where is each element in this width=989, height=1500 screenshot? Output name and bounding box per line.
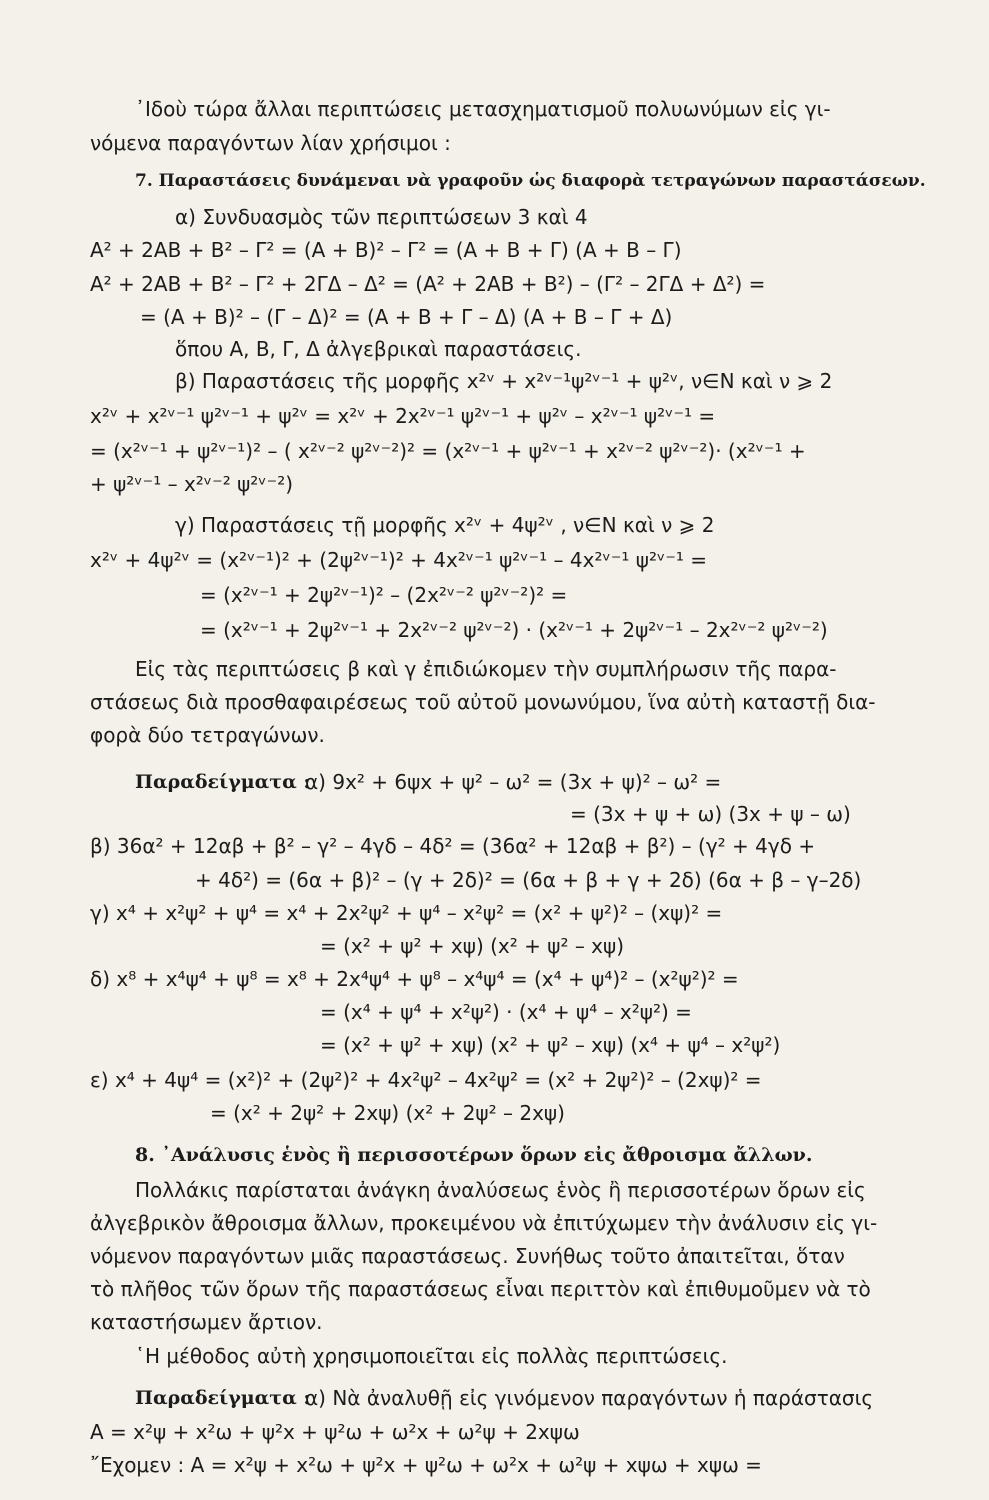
example-a-line-2: = (3x + ψ + ω) (3x + ψ – ω): [570, 802, 851, 826]
section-8-example-a: α) Νὰ ἀναλυθῇ εἰς γινόμενον παραγόντων ἡ παράστασις: [305, 1386, 874, 1410]
section-8-paragraph-1: Πολλάκις παρίσταται ἀνάγκη ἀναλύσεως ἑνὸς ἢ περισσοτέρων ὅρων εἰς: [135, 1178, 866, 1202]
case-b-eq-2: = (x²ᵛ⁻¹ + ψ²ᵛ⁻¹)² – ( x²ᵛ⁻² ψ²ᵛ⁻²)² = (x²ᵛ⁻¹ + ψ²ᵛ⁻¹ + x²ᵛ⁻² ψ²ᵛ⁻²)· (x²ᵛ⁻¹ +: [90, 439, 806, 463]
case-g-eq-3: = (x²ᵛ⁻¹ + 2ψ²ᵛ⁻¹ + 2x²ᵛ⁻² ψ²ᵛ⁻²) · (x²ᵛ⁻¹ + 2ψ²ᵛ⁻¹ – 2x²ᵛ⁻² ψ²ᵛ⁻²): [200, 618, 828, 642]
section-8-eq-2: ῎Εχομεν : A = x²ψ + x²ω + ψ²x + ψ²ω + ω²x + ω²ψ + xψω + xψω =: [90, 1453, 762, 1477]
section-7-heading: 7. Παραστάσεις δυνάμεναι νὰ γραφοῦν ὡς διαφορὰ τετραγώνων παραστάσεων.: [135, 171, 926, 191]
section-8-paragraph-5: καταστήσωμεν ἄρτιον.: [90, 1310, 323, 1334]
example-d-line-3: = (x² + ψ² + xψ) (x² + ψ² – xψ) (x⁴ + ψ⁴ – x²ψ²): [320, 1033, 781, 1057]
example-a-line-1: α) 9x² + 6ψx + ψ² – ω² = (3x + ψ)² – ω² =: [305, 770, 722, 794]
case-g-title: γ) Παραστάσεις τῇ μορφῆς x²ᵛ + 4ψ²ᵛ , ν∈N καὶ ν ⩾ 2: [175, 513, 715, 537]
case-b-eq-1: x²ᵛ + x²ᵛ⁻¹ ψ²ᵛ⁻¹ + ψ²ᵛ = x²ᵛ + 2x²ᵛ⁻¹ ψ²ᵛ⁻¹ + ψ²ᵛ – x²ᵛ⁻¹ ψ²ᵛ⁻¹ =: [90, 404, 716, 428]
intro-line-1: ᾿Ιδοὺ τώρα ἄλλαι περιπτώσεις μετασχηματισμοῦ πολυωνύμων εἰς γι-: [135, 97, 831, 121]
examples-label-7: Παραδείγματα :: [135, 771, 311, 793]
case-a-eq-2: A² + 2AB + B² – Γ² + 2ΓΔ – Δ² = (A² + 2AB + B²) – (Γ² – 2ΓΔ + Δ²) =: [90, 272, 766, 296]
section-8-eq-1: A = x²ψ + x²ω + ψ²x + ψ²ω + ω²x + ω²ψ + 2xψω: [90, 1420, 580, 1444]
section-7-paragraph-3: φορὰ δύο τετραγώνων.: [90, 723, 325, 747]
section-7-paragraph-1: Εἰς τὰς περιπτώσεις β καὶ γ ἐπιδιώκομεν τὴν συμπλήρωσιν τῆς παρα-: [135, 657, 837, 681]
case-b-eq-3: + ψ²ᵛ⁻¹ – x²ᵛ⁻² ψ²ᵛ⁻²): [90, 472, 294, 496]
section-8-paragraph-6: ῾Η μέθοδος αὐτὴ χρησιμοποιεῖται εἰς πολλὰς περιπτώσεις.: [135, 1344, 728, 1368]
case-a-eq-1: A² + 2AB + B² – Γ² = (A + B)² – Γ² = (A + B + Γ) (A + B – Γ): [90, 238, 682, 262]
section-8-paragraph-2: ἀλγεβρικὸν ἄθροισμα ἄλλων, προκειμένου νὰ ἐπιτύχωμεν τὴν ἀνάλυσιν εἰς γι-: [90, 1211, 878, 1235]
case-g-eq-2: = (x²ᵛ⁻¹ + 2ψ²ᵛ⁻¹)² – (2x²ᵛ⁻² ψ²ᵛ⁻²)² =: [200, 583, 568, 607]
case-a-note: ὅπου A, B, Γ, Δ ἀλγεβρικαὶ παραστάσεις.: [175, 337, 582, 361]
case-a-eq-3: = (A + B)² – (Γ – Δ)² = (A + B + Γ – Δ) (A + B – Γ + Δ): [140, 305, 673, 329]
example-e-line-1: ε) x⁴ + 4ψ⁴ = (x²)² + (2ψ²)² + 4x²ψ² – 4x²ψ² = (x² + 2ψ²)² – (2xψ)² =: [90, 1068, 762, 1092]
intro-line-2: νόμενα παραγόντων λίαν χρήσιμοι :: [90, 131, 451, 155]
example-b-line-1: β) 36α² + 12αβ + β² – γ² – 4γδ – 4δ² = (36α² + 12αβ + β²) – (γ² + 4γδ +: [90, 834, 816, 858]
case-g-eq-1: x²ᵛ + 4ψ²ᵛ = (x²ᵛ⁻¹)² + (2ψ²ᵛ⁻¹)² + 4x²ᵛ⁻¹ ψ²ᵛ⁻¹ – 4x²ᵛ⁻¹ ψ²ᵛ⁻¹ =: [90, 548, 708, 572]
section-8-paragraph-3: νόμενον παραγόντων μιᾶς παραστάσεως. Συνήθως τοῦτο ἀπαιτεῖται, ὅταν: [90, 1244, 845, 1268]
example-e-line-2: = (x² + 2ψ² + 2xψ) (x² + 2ψ² – 2xψ): [210, 1101, 565, 1125]
example-d-line-1: δ) x⁸ + x⁴ψ⁴ + ψ⁸ = x⁸ + 2x⁴ψ⁴ + ψ⁸ – x⁴ψ⁴ = (x⁴ + ψ⁴)² – (x²ψ²)² =: [90, 967, 739, 991]
example-d-line-2: = (x⁴ + ψ⁴ + x²ψ²) · (x⁴ + ψ⁴ – x²ψ²) =: [320, 1000, 692, 1024]
case-a-title: α) Συνδυασμὸς τῶν περιπτώσεων 3 καὶ 4: [175, 205, 588, 229]
section-7-paragraph-2: στάσεως διὰ προσθαφαιρέσεως τοῦ αὐτοῦ μονωνύμου, ἵνα αὐτὴ καταστῇ δια-: [90, 690, 876, 714]
example-b-line-2: + 4δ²) = (6α + β)² – (γ + 2δ)² = (6α + β + γ + 2δ) (6α + β – γ–2δ): [195, 868, 862, 892]
section-8-heading: 8. ᾿Ανάλυσις ἑνὸς ἢ περισσοτέρων ὅρων εἰς ἄθροισμα ἄλλων.: [135, 1144, 813, 1166]
examples-label-8: Παραδείγματα :: [135, 1387, 311, 1409]
example-c-line-2: = (x² + ψ² + xψ) (x² + ψ² – xψ): [320, 934, 625, 958]
example-c-line-1: γ) x⁴ + x²ψ² + ψ⁴ = x⁴ + 2x²ψ² + ψ⁴ – x²ψ² = (x² + ψ²)² – (xψ)² =: [90, 901, 723, 925]
section-8-paragraph-4: τὸ πλῆθος τῶν ὅρων τῆς παραστάσεως εἶναι περιττὸν καὶ ἐπιθυμοῦμεν νὰ τὸ: [90, 1277, 871, 1301]
case-b-title: β) Παραστάσεις τῆς μορφῆς x²ᵛ + x²ᵛ⁻¹ψ²ᵛ⁻¹ + ψ²ᵛ, ν∈N καὶ ν ⩾ 2: [175, 369, 833, 393]
